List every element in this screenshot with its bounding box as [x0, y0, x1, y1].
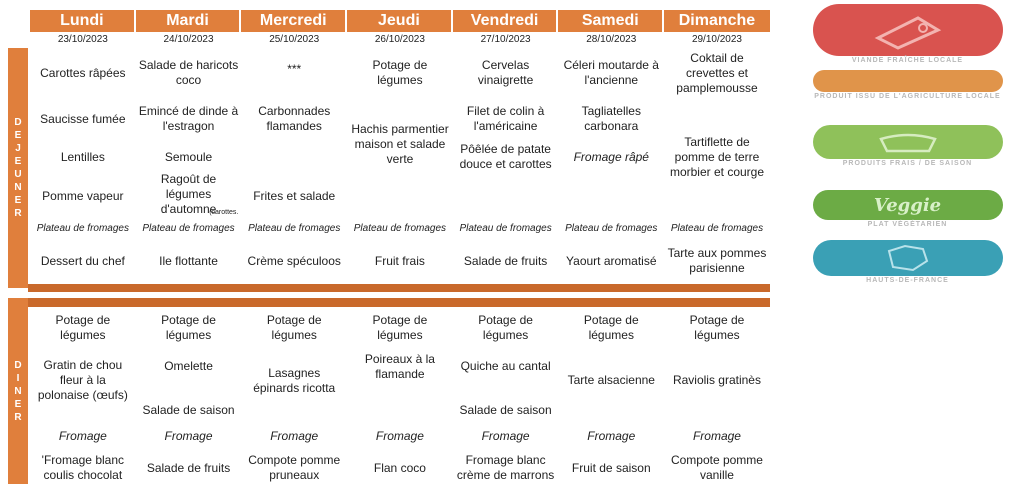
side-letter: I — [16, 372, 20, 384]
menu-cell: Salade de fruits — [463, 253, 548, 268]
menu-cell: Plateau de fromages — [565, 222, 658, 234]
menu-cell: Potage de légumes — [55, 313, 111, 342]
section-divider — [28, 298, 770, 307]
day-column-thursday — [347, 10, 453, 48]
side-letter: U — [14, 169, 22, 180]
legend-caption: HAUTS-DE-FRANCE — [866, 277, 949, 284]
menu-cell: Potage de légumes — [266, 313, 322, 342]
menu-cell: Filet de colin à l'américaine — [466, 104, 545, 133]
local-farm-icon — [813, 70, 1003, 92]
menu-cell — [453, 174, 559, 218]
menu-cell: Tarte alsacienne — [567, 372, 655, 387]
menu-cell: Yaourt aromatisé — [566, 253, 657, 268]
day-date: 27/10/2023 — [480, 34, 531, 45]
day-column-wednesday — [241, 10, 347, 48]
menu-cell: Fromage — [164, 428, 213, 443]
menu-cell: Fromage — [692, 428, 741, 443]
menu-cell: Potage de légumes — [689, 313, 745, 342]
dejeuner-legume-row — [30, 174, 770, 218]
day-column-saturday — [558, 10, 664, 48]
day-name: Lundi — [30, 10, 136, 32]
side-letter: E — [14, 195, 22, 206]
menu-cell: Fruit de saison — [571, 460, 651, 475]
legend-local — [805, 70, 1010, 101]
day-date: 25/10/2023 — [269, 34, 320, 45]
day-name: Vendredi — [453, 10, 559, 32]
menu-cell — [30, 402, 136, 418]
menu-cell: Potage de légumes — [161, 313, 216, 342]
menu-cell: Fruit frais — [374, 253, 425, 268]
menu-cell: Salade de saison — [142, 402, 235, 417]
menu-cell: Carbonnades flamandes — [258, 104, 331, 133]
diner-accomp-row — [30, 402, 770, 418]
menu-cell: Plateau de fromages — [353, 222, 447, 234]
menu-cell: Flan coco — [373, 460, 426, 475]
menu-cell: Pomme vapeur — [42, 188, 124, 203]
menu-cell: Plateau de fromages — [670, 222, 764, 234]
dejeuner-dessert-row — [30, 238, 770, 284]
dejeuner-entree-row — [30, 50, 770, 96]
day-name: Samedi — [558, 10, 664, 32]
menu-cell: Dessert du chef — [40, 253, 125, 268]
menu-cell: Cervelas vinaigrette — [477, 58, 534, 87]
menu-cell — [136, 174, 242, 218]
menu-cell: Compote pomme vanille — [670, 453, 763, 482]
menu-cell: Salade de saison — [459, 402, 552, 417]
side-letter: E — [14, 398, 22, 410]
side-letter: R — [14, 208, 22, 219]
day-name: Mercredi — [241, 10, 347, 32]
menu-cell: Fromage — [270, 428, 319, 443]
legend-caption: PRODUITS FRAIS / DE SAISON — [842, 160, 973, 167]
menu-cell — [347, 174, 453, 218]
day-column-friday — [453, 10, 559, 48]
legend-caption: VIANDE FRAÎCHE LOCALE — [851, 57, 964, 64]
side-letter: E — [14, 156, 22, 167]
diner-side-label — [8, 298, 28, 484]
menu-cell: Fromage — [587, 428, 636, 443]
menu-cell: Carottes râpées — [40, 65, 126, 80]
menu-cell: Quiche au cantal — [460, 359, 551, 373]
side-letter: J — [15, 143, 21, 154]
menu-cell: Tagliatelles carbonara — [581, 104, 641, 133]
section-divider — [28, 284, 770, 292]
menu-cell: Saucisse fumée — [40, 111, 126, 126]
legend-fresh — [805, 125, 1010, 168]
menu-cell-note: (carottes. — [209, 209, 239, 216]
fresh-basket-icon — [813, 125, 1003, 159]
side-letter: R — [14, 411, 22, 423]
day-date: 24/10/2023 — [163, 34, 214, 45]
menu-cell — [347, 402, 453, 418]
menu-cell: Emincé de dinde à l'estragon — [138, 104, 239, 133]
menu-cell: Coktail de crevettes et pamplemousse — [676, 50, 758, 95]
legend-meat — [805, 4, 1010, 65]
hachis-parmentier-cell: Hachis parmentier maison et salade verte — [351, 122, 449, 166]
menu-cell: Ile flottante — [159, 253, 218, 268]
menu-cell: Lasagnes épinards ricotta — [253, 366, 336, 395]
side-letter: E — [14, 130, 22, 141]
menu-cell: Fromage — [375, 428, 424, 443]
legend-caption: PLAT VÉGÉTARIEN — [867, 221, 948, 228]
menu-cell: Plateau de fromages — [248, 222, 341, 234]
dejeuner-side-label — [8, 48, 28, 288]
legend-region — [805, 240, 1010, 285]
menu-cell: Potage de légumes — [372, 58, 428, 87]
day-column-monday — [30, 10, 136, 48]
menu-cell: Crème spéculoos — [247, 253, 341, 268]
menu-cell — [558, 174, 664, 218]
diner-entree-row — [30, 308, 770, 348]
menu-cell: 'Fromage blanc coulis chocolat — [41, 453, 125, 482]
menu-cell: Poireaux à la flamande — [364, 352, 435, 381]
menu-cell: Céleri moutarde à l'ancienne — [563, 58, 659, 87]
dejeuner-fromage-row — [30, 219, 770, 237]
menu-cell: Potage de légumes — [372, 313, 428, 342]
menu-cell: Lentilles — [60, 149, 105, 164]
region-map-icon — [813, 240, 1003, 276]
day-date: 26/10/2023 — [374, 34, 425, 45]
meat-label-icon — [813, 4, 1003, 56]
menu-cell: Semoule — [164, 149, 213, 164]
menu-cell: Plateau de fromages — [459, 222, 552, 234]
menu-cell — [664, 100, 770, 138]
menu-cell: Pôêlée de patate douce et carottes — [459, 142, 552, 171]
menu-cell — [664, 174, 770, 218]
menu-cell: Tarte aux pommes parisienne — [667, 246, 767, 275]
day-name: Mardi — [136, 10, 242, 32]
side-letter: N — [14, 182, 22, 193]
menu-cell: Potage de légumes — [583, 313, 639, 342]
day-date: 23/10/2023 — [57, 34, 108, 45]
diner-fromage-row — [30, 428, 770, 444]
menu-cell: *** — [287, 62, 302, 76]
menu-cell: Fromage — [58, 428, 107, 443]
day-name: Dimanche — [664, 10, 770, 32]
day-column-sunday — [664, 10, 770, 48]
menu-cell: Fromage blanc crème de marrons — [456, 453, 555, 482]
day-date: 29/10/2023 — [691, 34, 742, 45]
side-letter: N — [14, 385, 22, 397]
side-letter: D — [14, 359, 22, 371]
menu-cell: Salade de haricots coco — [138, 58, 239, 87]
menu-cell: Potage de légumes — [478, 313, 533, 342]
menu-cell: Omelette — [164, 359, 213, 373]
veggie-word: Veggie — [873, 194, 942, 216]
menu-cell — [241, 402, 347, 418]
veggie-icon — [813, 190, 1003, 220]
menu-cell: Plateau de fromages — [36, 222, 129, 234]
day-column-tuesday — [136, 10, 242, 48]
menu-cell: Frites et salade — [253, 188, 336, 203]
day-date: 28/10/2023 — [586, 34, 637, 45]
day-header-row — [30, 10, 770, 48]
menu-cell: Salade de fruits — [146, 460, 231, 475]
menu-cell — [241, 140, 347, 174]
menu-cell: Compote pomme pruneaux — [248, 453, 341, 482]
menu-cell-text: Ragoût de légumes d'automne — [160, 172, 217, 216]
menu-cell: Fromage — [481, 428, 530, 443]
menu-cell: Gratin de chou fleur à la polonaise (œufs) — [37, 357, 128, 402]
side-letter: D — [14, 117, 22, 128]
legend-panel — [795, 0, 1020, 493]
legend-veggie — [805, 190, 1010, 229]
menu-cell: Fromage râpé — [573, 149, 649, 164]
menu-cell — [558, 402, 664, 418]
day-name: Jeudi — [347, 10, 453, 32]
tartiflette-cell: Tartiflette de pomme de terre morbier et courge — [669, 135, 765, 179]
diner-plat-row — [30, 350, 770, 410]
menu-cell: Raviolis gratinès — [672, 372, 761, 387]
diner-dessert-row — [30, 450, 770, 486]
menu-cell — [664, 402, 770, 418]
legend-caption: PRODUIT ISSU DE L'AGRICULTURE LOCALE — [814, 93, 1001, 100]
menu-cell: Plateau de fromages — [142, 222, 235, 234]
